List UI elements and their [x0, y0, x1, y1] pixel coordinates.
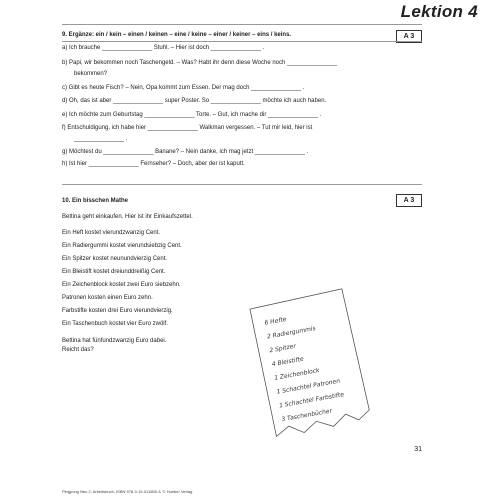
note-item: 1 Schachtel Farbstifte [278, 391, 345, 410]
footer: Pingpong Neu 2, Arbeitsbuch, ISBN 978-3-19-011655-3, © Hueber Verlag [62, 489, 193, 494]
exercise-line: a) Ich brauche _______________ Stuhl. – Hier ist doch _______________ . [62, 45, 265, 51]
price-item: Patronen kosten einen Euro zehn. [62, 295, 153, 301]
price-item: Farbstifte kosten drei Euro vierundvierzig. [62, 308, 173, 314]
price-item: Ein Spitzer kostet neunundvierzig Cent. [62, 256, 168, 262]
divider [62, 41, 422, 42]
exercise-line: _______________ . [74, 136, 128, 142]
exercise-10-title: 10. Ein bisschen Mathe [62, 198, 129, 204]
question: Reicht das? [62, 347, 94, 353]
exercise-line: f) Entschuldigung, ich habe hier _______________ Walkman vergessen. – Tut mir leid, hier ist [62, 125, 313, 131]
exercise-line: d) Oh, das ist aber _______________ super Poster. So _______________ möchte ich auch haben. [62, 98, 327, 104]
divider [62, 184, 422, 185]
exercise-9-title: 9. Ergänze: ein / kein – einen / keinen – eine / keine – einer / keiner – eins / keins. [62, 32, 292, 38]
exercise-line: c) Gibt es heute Fisch? – Nein, Opa kommt zum Essen. Der mag doch _______________ . [62, 85, 305, 91]
note-item: 3 Taschenbücher [281, 407, 333, 424]
exercise-intro: Bettina geht einkaufen. Hier ist ihr Einkaufszettel. [62, 214, 193, 220]
note-item: 1 Zeichenblock [273, 367, 320, 382]
price-item: Ein Taschenbuch kostet vier Euro zwölf. [62, 321, 168, 327]
exercise-10-badge: A 3 [396, 194, 422, 207]
note-item: 2 Spitzer [268, 342, 297, 355]
note-item: 4 Bleistifte [271, 355, 305, 369]
note-item: 2 Radiergummis [266, 325, 317, 341]
question: Bettina hat fünfundzwanzig Euro dabei. [62, 338, 167, 344]
note-item: 1 Schachtel Patronen [276, 377, 341, 396]
lesson-title: Lektion 4 [400, 2, 478, 21]
note-item: 6 Hefte [264, 315, 287, 327]
shopping-list-note [232, 282, 382, 442]
divider [62, 24, 422, 25]
exercise-line: h) Ist hier _______________ Fernseher? – Doch, aber der ist kaputt. [62, 161, 245, 167]
exercise-line: g) Möchtest du _______________ Banane? – Nein danke, ich mag jetzt _______________ . [62, 149, 309, 155]
exercise-9-badge: A 3 [396, 30, 422, 43]
price-item: Ein Zeichenblock kostet zwei Euro siebzehn. [62, 282, 181, 288]
price-item: Ein Bleistift kostet dreiunddreißig Cent. [62, 269, 166, 275]
price-item: Ein Heft kostet vierundzwanzig Cent. [62, 230, 161, 236]
exercise-line: b) Papi, wir bekommen noch Taschengeld. – Was? Habt ihr denn diese Woche noch _______________ [62, 60, 338, 66]
exercise-line: e) Ich möchte zum Geburtstag _______________ Torte. – Gut, ich mache dir _______________ . [62, 112, 322, 118]
page-number: 31 [414, 446, 422, 453]
exercise-line: bekommen? [74, 71, 108, 77]
price-item: Ein Radiergummi kostet vierundsiebzig Cent. [62, 243, 182, 249]
